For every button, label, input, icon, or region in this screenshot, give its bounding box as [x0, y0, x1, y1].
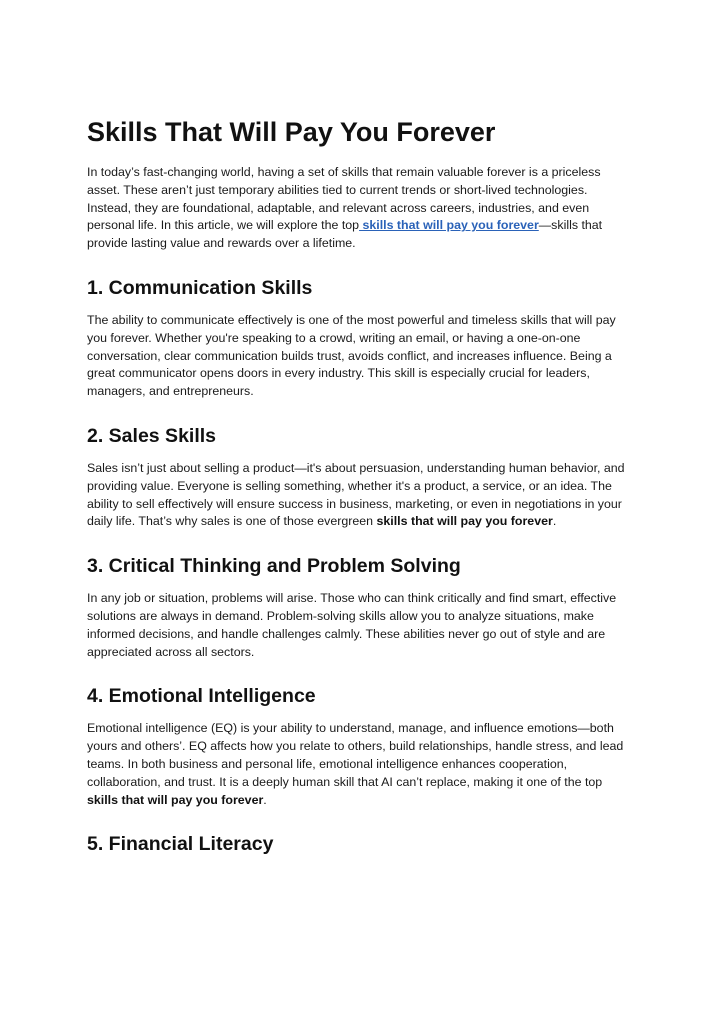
section-body-end: . — [552, 514, 557, 529]
section-heading: 3. Critical Thinking and Problem Solving — [87, 555, 461, 578]
section-body — [87, 460, 627, 531]
section-heading: 2. Sales Skills — [87, 424, 217, 447]
section-body-end: . — [263, 792, 267, 807]
bold-keyword: skills that will pay you forever — [376, 514, 553, 529]
section-emotional-intelligence — [87, 684, 627, 809]
section-sales — [87, 424, 627, 531]
document-page — [87, 112, 627, 856]
section-body: In any job or situation, problems will arise. Those who can think critically and find smart, effective solutions are always in demand. Problem-solving skills allow you to analyze situations, make informed decisions, and handle challenges calmly. These abilities never go out of style and are appreciated across all sectors. — [87, 591, 617, 659]
section-heading: 1. Communication Skills — [87, 276, 313, 299]
skills-link[interactable]: skills that will pay you forever — [359, 218, 539, 233]
section-heading: 5. Financial Literacy — [87, 833, 274, 856]
page-title: Skills That Will Pay You Forever — [87, 117, 496, 147]
section-body-text: Emotional intelligence (EQ) is your ability to understand, manage, and influence emotions—both yours and others’. EQ affects how you relate to others, build relationships, handle stress, and lead teams. In both business and personal life, emotional intelligence enhances cooperation, collaboration, and trust. It is a deeply human skill that AI can’t replace, making it one of the top — [87, 721, 624, 789]
intro-paragraph — [87, 164, 627, 253]
section-body — [87, 720, 627, 809]
section-heading: 4. Emotional Intelligence — [87, 685, 316, 708]
section-communication — [87, 276, 627, 401]
section-financial-literacy — [87, 832, 627, 856]
section-body: The ability to communicate effectively is one of the most powerful and timeless skills that will pay you forever. Whether you're speaking to a crowd, writing an email, or having a one-on-one conversation, clear communication builds trust, avoids conflict, and increases influence. Being a great communicator opens doors in every industry. This skill is especially crucial for leaders, managers, and entrepreneurs. — [87, 312, 616, 399]
section-body-text: Sales isn’t just about selling a product—it's about persuasion, understanding human behavior, and providing value. Everyone is selling something, whether it's a product, a service, or an idea. The ability to sell effectively will ensure success in business, marketing, or even in negotiations in your daily life. That’s why sales is one of those evergreen — [87, 460, 625, 529]
bold-keyword: skills that will pay you forever — [87, 792, 264, 807]
intro-text: In today’s fast-changing world, having a set of skills that remain valuable forever is a priceless asset. These aren’t just temporary abilities tied to current trends or short-lived technologies. Instead, they are foundational, adaptable, and relevant across careers, industries, and even personal life. In this article, we will explore the top — [87, 165, 601, 233]
section-critical-thinking — [87, 554, 627, 661]
intro-text-end: —skills that provide lasting value and rewards over a lifetime. — [87, 218, 603, 251]
